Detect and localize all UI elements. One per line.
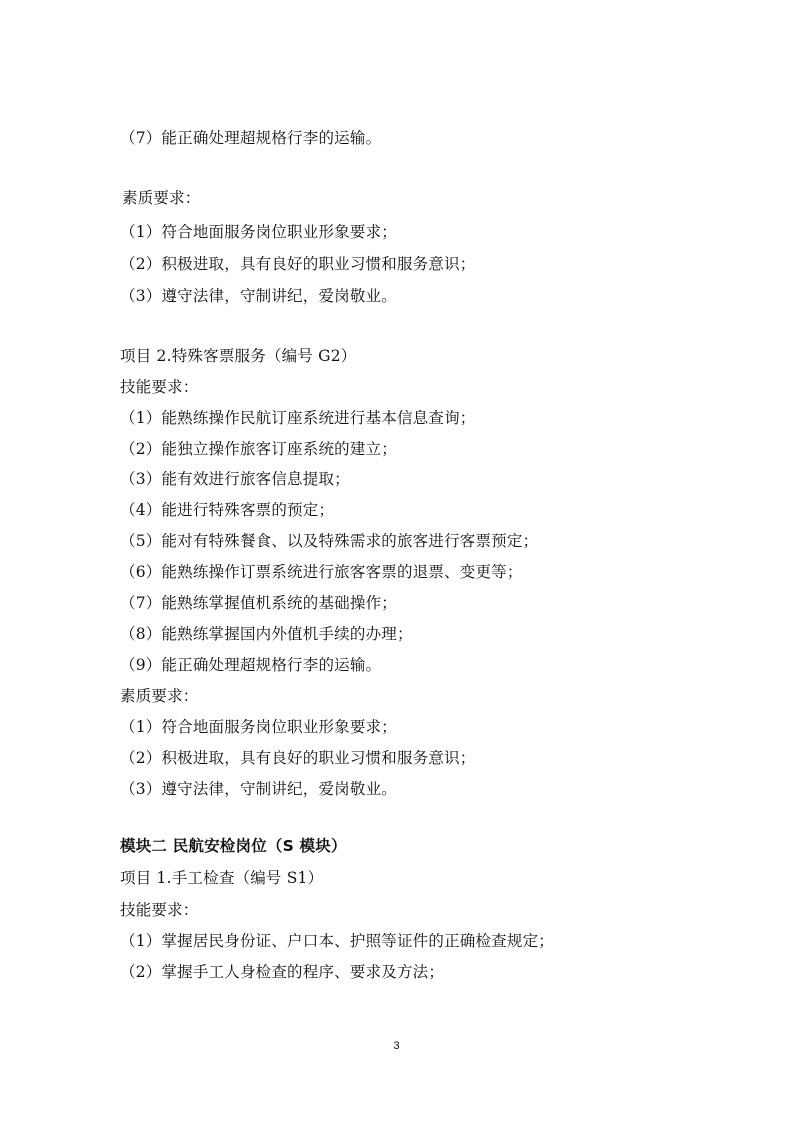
text-line: （2）积极进取，具有良好的职业习惯和服务意识； — [120, 255, 476, 273]
text-line: （7）能正确处理超规格行李的运输。 — [120, 129, 382, 147]
page-number: 3 — [393, 1040, 400, 1052]
text-line: （4）能进行特殊客票的预定； — [120, 501, 335, 519]
text-line: （1）能熟练操作民航订座系统进行基本信息查询； — [120, 409, 476, 427]
text-line: （1）掌握居民身份证、户口本、护照等证件的正确检查规定； — [120, 932, 554, 950]
text-line: （9）能正确处理超规格行李的运输。 — [120, 656, 382, 674]
text-line: （2）掌握手工人身检查的程序、要求及方法； — [120, 963, 445, 981]
section-heading: 模块二 民航安检岗位（S 模块） — [120, 837, 347, 855]
text-line: （1）符合地面服务岗位职业形象要求； — [120, 223, 397, 241]
text-line: 技能要求： — [120, 378, 199, 396]
text-line: （2）积极进取，具有良好的职业习惯和服务意识； — [120, 749, 476, 767]
text-line: （7）能熟练掌握值机系统的基础操作； — [120, 594, 397, 612]
text-line: 技能要求： — [120, 901, 199, 919]
text-line: （5）能对有特殊餐食、以及特殊需求的旅客进行客票预定； — [120, 532, 539, 550]
text-line: （3）遵守法律，守制讲纪，爱岗敬业。 — [120, 287, 397, 305]
text-line: 素质要求： — [120, 687, 199, 705]
text-line: （3）遵守法律，守制讲纪，爱岗敬业。 — [120, 780, 397, 798]
text-line: 项目 2.特殊客票服务（编号 G2） — [120, 347, 357, 365]
text-line: （6）能熟练操作订票系统进行旅客客票的退票、变更等； — [120, 563, 523, 581]
text-line: （8）能熟练掌握国内外值机手续的办理； — [120, 625, 413, 643]
text-line: （2）能独立操作旅客订座系统的建立； — [120, 440, 397, 458]
text-line: 项目 1.手工检查（编号 S1） — [120, 869, 324, 887]
text-line: 素质要求： — [122, 189, 201, 207]
text-line: （1）符合地面服务岗位职业形象要求； — [120, 718, 397, 736]
text-line: （3）能有效进行旅客信息提取； — [120, 470, 350, 488]
